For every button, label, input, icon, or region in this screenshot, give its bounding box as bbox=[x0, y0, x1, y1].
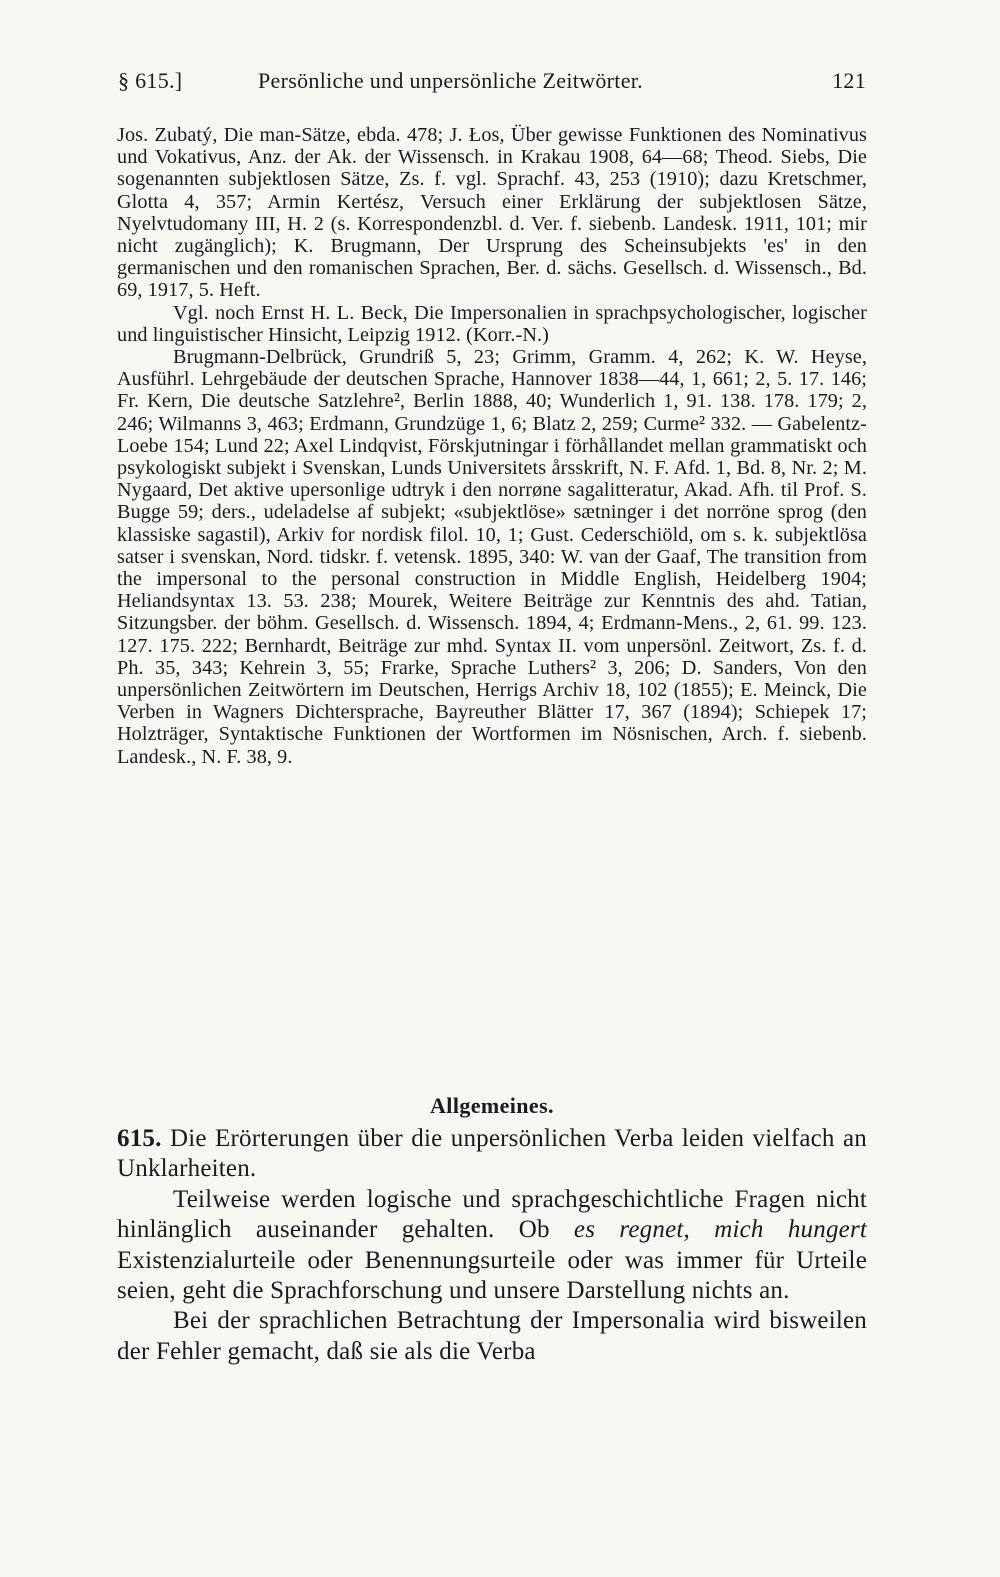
bibliography-paragraph: Jos. Zubatý, Die man-Sätze, ebda. 478; J. Łos, Über gewisse Funktionen des Nominativus und Vokativus, Anz. der Ak. der Wissensch. in Krakau 1908, 64—68; Theod. Siebs, Die sogenannten subjektlosen Sätze, Zs. f. vgl. Sprachf. 43, 253 (1910); dazu Kretschmer, Glotta 4, 357; Armin Kertész, Versuch einer Erklärung der subjektlosen Sätze, Nyelvtudomany III, H. 2 (s. Korrespondenzbl. d. Ver. f. siebenb. Landesk. 1911, 101; mir nicht zugänglich); K. Brugmann, Der Ursprung des Scheinsubjekts 'es' in den germanischen und den romanischen Sprachen, Ber. d. sächs. Gesellsch. d. Wissensch., Bd. 69, 1917, 5. Heft. bbox=[117, 124, 867, 302]
bibliography-paragraph: Brugmann-Delbrück, Grundriß 5, 23; Grimm, Gramm. 4, 262; K. W. Heyse, Ausführl. Lehrgebäude der deutschen Sprache, Hannover 1838—44, 1, 661; 2, 5. 17. 146; Fr. Kern, Die deutsche Satzlehre², Berlin 1888, 40; Wunderlich 1, 91. 138. 178. 179; 2, 246; Wilmanns 3, 463; Erdmann, Grundzüge 1, 6; Blatz 2, 259; Curme² 332. — Gabelentz-Loebe 154; Lund 22; Axel Lindqvist, Förskjutningar i förhållandet mellan grammatiskt och psykologiskt subjekt i Svenskan, Lunds Universitets årsskrift, N. F. Afd. 1, Bd. 8, Nr. 2; M. Nygaard, Det aktive upersonlige udtryk i den norrøne sagalitteratur, Akad. Afh. til Prof. S. Bugge 59; ders., udeladelse af subjekt; «subjektlöse» sætninger i det norröne sprog (den klassiske sagastil), Arkiv for nordisk filol. 10, 1; Gust. Cederschiöld, om s. k. subjektlösa satser i svenskan, Nord. tidskr. f. vetensk. 1895, 340: W. van der Gaaf, The transition from the impersonal to the personal construction in Middle English, Heidelberg 1904; Heliandsyntax 13. 53. 238; Mourek, Weitere Beiträge zur Kenntnis des ahd. Tatian, Sitzungsber. der böhm. Gesellsch. d. Wissensch. 1894, 4; Erdmann-Mens., 2, 61. 99. 123. 127. 175. 222; Bernhardt, Beiträge zur mhd. Syntax II. vom unpersönl. Zeitwort, Zs. f. d. Ph. 35, 343; Kehrein 3, 55; Frarke, Sprache Luthers² 3, 206; D. Sanders, Von den unpersönlichen Zeitwörtern im Deutschen, Herrigs Archiv 18, 102 (1855); E. Meinck, Die Verben in Wagners Dichtersprache, Bayreuther Blätter 17, 367 (1894); Schiepek 17; Holzträger, Syntaktische Funktionen der Wortformen im Nösnischen, Arch. f. siebenb. Landesk., N. F. 38, 9. bbox=[117, 346, 867, 768]
paragraph-text: Teilweise werden logische und sprachgeschichtliche Fragen nicht hinlänglich auseinander gehalten. Ob bbox=[117, 1185, 867, 1244]
paragraph-text: Existenzialurteile oder Benennungsurteile oder was immer für Urteile seien, geht die Sprachforschung und unsere Darstellung nichts an. bbox=[117, 1246, 867, 1305]
main-paragraph-1 bbox=[117, 1124, 867, 1185]
header-title: Persönliche und unpersönliche Zeitwörter. bbox=[258, 68, 643, 93]
page-number: 121 bbox=[832, 68, 866, 93]
running-header bbox=[118, 68, 866, 102]
main-text bbox=[117, 1124, 867, 1367]
header-section-ref: § 615.] bbox=[118, 68, 183, 93]
bibliography-block bbox=[117, 124, 867, 768]
main-paragraph-3: Bei der sprachlichen Betrachtung der Impersonalia wird bisweilen der Fehler gemacht, daß sie als die Verba bbox=[117, 1307, 867, 1365]
example-phrase: es regnet, mich hungert bbox=[573, 1216, 868, 1244]
main-paragraph-2 bbox=[117, 1185, 867, 1307]
bibliography-paragraph: Vgl. noch Ernst H. L. Beck, Die Impersonalien in sprachpsychologischer, logischer und linguistischer Hinsicht, Leipzig 1912. (Korr.-N.) bbox=[117, 301, 867, 346]
section-number: 615. bbox=[117, 1125, 162, 1152]
section-heading: Allgemeines. bbox=[430, 1093, 554, 1118]
paragraph-text: Die Erörterungen über die unpersönlichen Verba leiden vielfach an Unklarheiten. bbox=[117, 1125, 867, 1183]
